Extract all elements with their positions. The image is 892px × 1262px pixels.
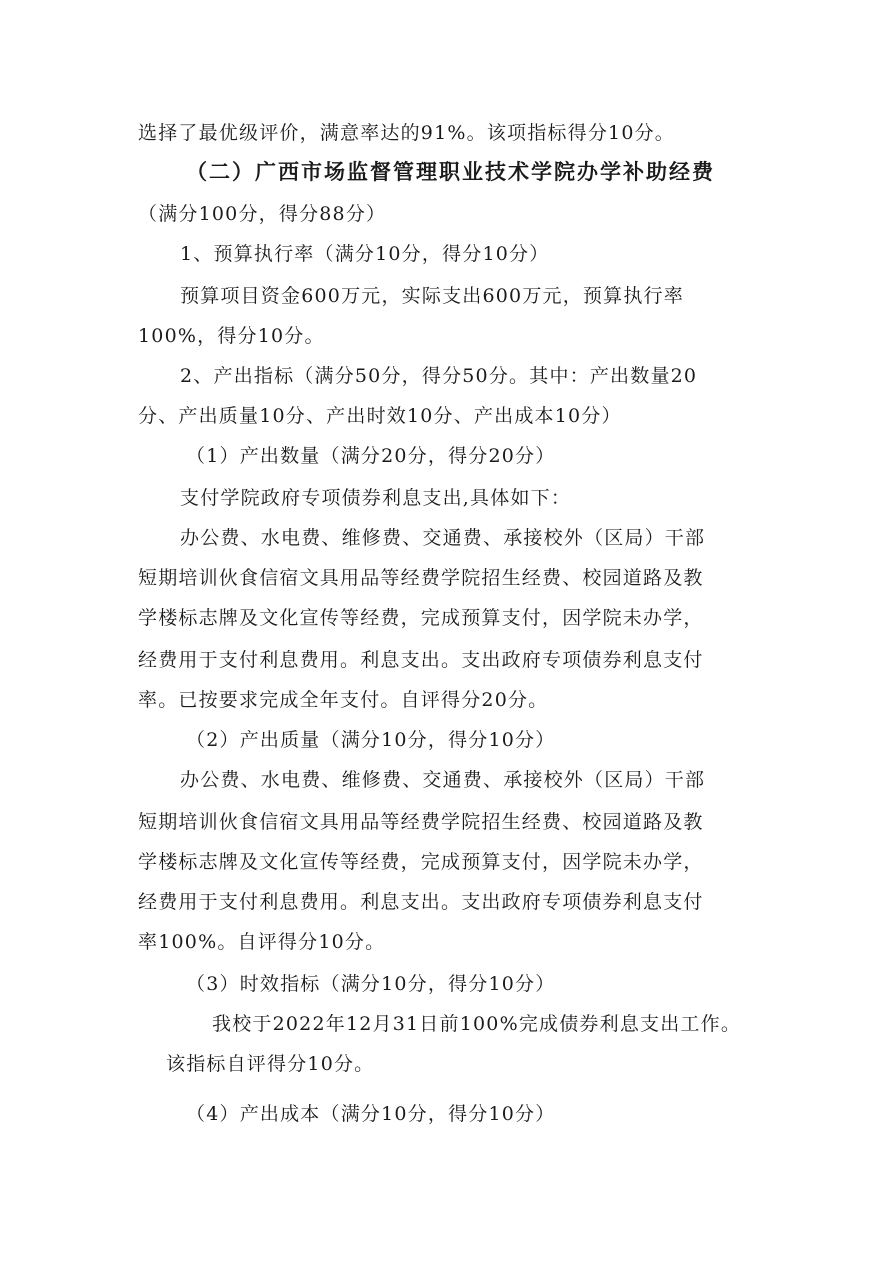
- paragraph-line: 学楼标志牌及文化宣传等经费，完成预算支付，因学院未办学，: [138, 851, 704, 873]
- paragraph-line: 预算项目资金600万元，实际支出600万元，预算执行率: [180, 285, 684, 307]
- paragraph-line: 办公费、水电费、维修费、交通费、承接校外（区局）干部: [180, 769, 706, 791]
- paragraph-line: 该指标自评得分10分。: [166, 1053, 375, 1075]
- section-score-line: （满分100分，得分88分）: [138, 203, 387, 225]
- paragraph-line: 选择了最优级评价，满意率达的91%。该项指标得分10分。: [138, 122, 676, 144]
- paragraph-line: 短期培训伙食信宿文具用品等经费学院招生经费、校园道路及教: [138, 811, 704, 833]
- paragraph-line: 我校于2022年12月31日前100%完成债券利息支出工作。: [212, 1013, 742, 1035]
- paragraph-line: 100%，得分10分。: [138, 325, 325, 347]
- paragraph-line: 学楼标志牌及文化宣传等经费，完成预算支付，因学院未办学，: [138, 607, 704, 629]
- paragraph-line: 分、产出质量10分、产出时效10分、产出成本10分）: [138, 405, 622, 427]
- paragraph-line: 率100%。自评得分10分。: [138, 931, 386, 953]
- item-heading: （2）产出质量（满分10分，得分10分）: [186, 729, 556, 751]
- paragraph-line: 办公费、水电费、维修费、交通费、承接校外（区局）干部: [180, 527, 706, 549]
- item-heading: （3）时效指标（满分10分，得分10分）: [186, 973, 556, 995]
- item-heading: （1）产出数量（满分20分，得分20分）: [186, 445, 556, 467]
- paragraph-line: 支付学院政府专项债券利息支出,具体如下：: [180, 487, 572, 509]
- section-heading: （二）广西市场监督管理职业技术学院办学补助经费: [186, 159, 715, 184]
- paragraph-line: 率。已按要求完成全年支付。自评得分20分。: [138, 689, 549, 711]
- subsection-heading: 1、预算执行率（满分10分，得分10分）: [180, 243, 550, 265]
- subsection-heading: 2、产出指标（满分50分，得分50分。其中：产出数量20: [180, 365, 698, 387]
- paragraph-line: 短期培训伙食信宿文具用品等经费学院招生经费、校园道路及教: [138, 567, 704, 589]
- item-heading: （4）产出成本（满分10分，得分10分）: [186, 1103, 556, 1125]
- paragraph-line: 经费用于支付利息费用。利息支出。支出政府专项债券利息支付: [138, 649, 704, 671]
- paragraph-line: 经费用于支付利息费用。利息支出。支出政府专项债券利息支付: [138, 891, 704, 913]
